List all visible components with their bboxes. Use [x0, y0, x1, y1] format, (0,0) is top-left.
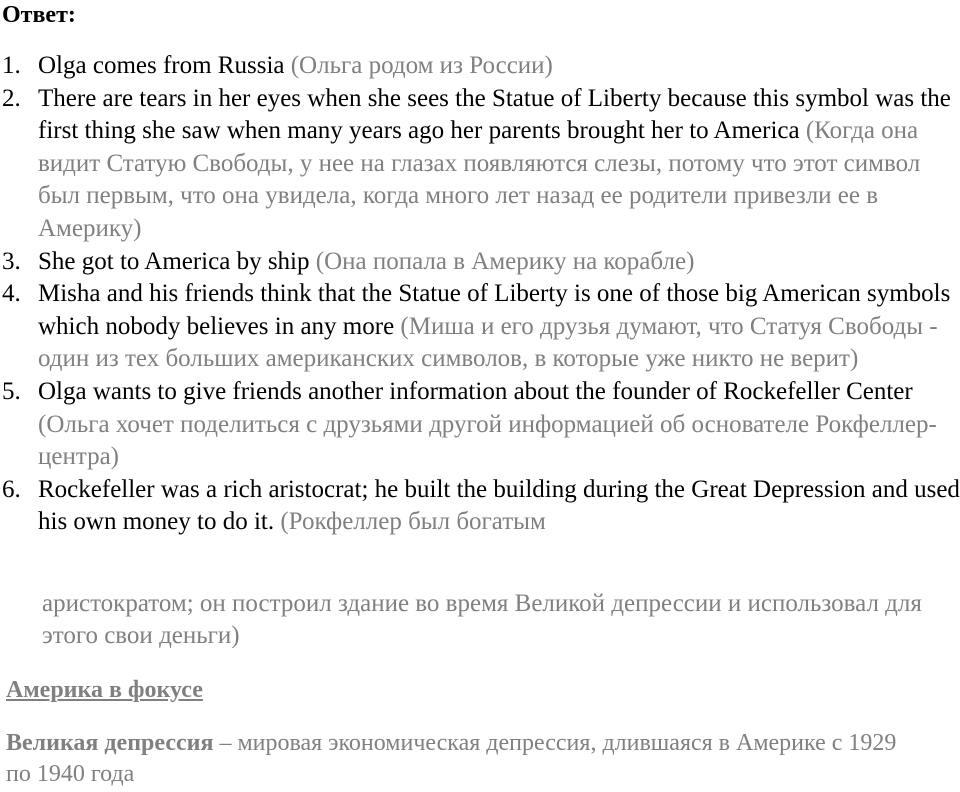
answer-english: Olga wants to give friends another information about the founder of Rockefeller Center	[38, 377, 913, 405]
answer-number: 2.	[2, 84, 21, 112]
glossary-definition-text: – мировая экономическая депрессия, длившаяся в Америке с 1929 по 1940 года	[6, 730, 897, 787]
answer-russian: (Миша и его друзья думают, что Статуя Свободы - один из тех больших американских символов, в которые уже никто не верит)	[38, 312, 938, 373]
answer-item-6	[0, 474, 960, 539]
answer-6-russian-continued: аристократом; он построил здание во время Великой депрессии и использовал для этого свои деньги)	[42, 590, 922, 649]
answer-item-2	[0, 83, 960, 246]
answer-english: Rockefeller was a rich aristocrat; he built the building during the Great Depression and used his own money to do it.	[38, 475, 960, 536]
answer-item-3	[0, 246, 960, 279]
glossary-definition	[6, 728, 906, 790]
answer-list	[0, 50, 960, 539]
answer-item-1	[0, 50, 960, 83]
section-title-america-in-focus: Америка в фокусе	[6, 677, 203, 703]
answer-russian: (Она попала в Америку на корабле)	[315, 247, 695, 275]
glossary-term: Великая депрессия	[6, 730, 214, 756]
answer-number: 1.	[2, 52, 21, 79]
answer-english: She got to America by ship	[38, 247, 310, 275]
answer-number: 3.	[2, 247, 21, 275]
answer-item-5	[0, 376, 960, 474]
answer-heading: Ответ:	[2, 2, 76, 28]
answer-russian: (Ольга родом из России)	[290, 52, 553, 79]
answer-russian: (Когда она видит Статую Свободы, у нее на глазах появляются слезы, потому что этот символ был первым, что она увидела, когда много лет назад ее родители привезли ее в Америку)	[38, 117, 921, 242]
answer-number: 5.	[2, 377, 21, 405]
answer-english: Misha and his friends think that the Statue of Liberty is one of those big American symbols which nobody believes in any more	[38, 280, 951, 340]
answer-item-4	[0, 278, 960, 376]
answer-russian: (Рокфеллер был богатым	[280, 508, 546, 536]
answer-english: Olga comes from Russia	[38, 52, 285, 79]
answer-number: 6.	[2, 475, 21, 503]
answer-english: There are tears in her eyes when she sees the Statue of Liberty because this symbol was the first thing she saw when many years ago her parents brought her to America	[38, 84, 951, 145]
answer-russian: (Ольга хочет поделиться с друзьями другой информацией об основателе Рокфеллер-центра)	[38, 410, 937, 471]
answer-number: 4.	[2, 280, 21, 308]
